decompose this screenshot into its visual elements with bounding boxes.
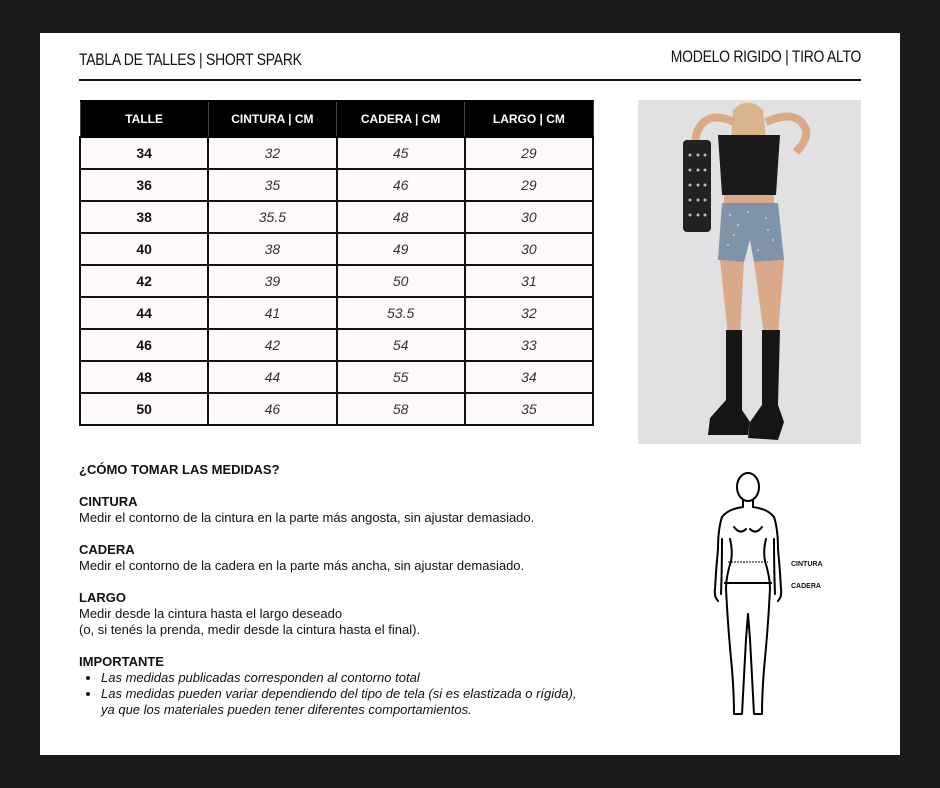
table-row [80,169,593,201]
talle-cell: 38 [80,201,208,233]
cintura-cell: 35 [208,169,336,201]
note-item: • Las medidas publicadas corresponden al contorno total [101,670,599,686]
talle-cell: 50 [80,393,208,425]
cintura-cell: 35.5 [208,201,336,233]
talle-cell: 42 [80,265,208,297]
body-outline-icon [698,469,858,719]
col-header-cintura: CINTURA | CM [208,101,336,137]
talle-cell: 48 [80,361,208,393]
cadera-cell: 45 [337,137,465,169]
talle-cell: 36 [80,169,208,201]
cintura-cell: 44 [208,361,336,393]
col-header-largo: LARGO | CM [465,101,593,137]
header-divider [79,79,861,81]
talle-cell: 40 [80,233,208,265]
largo-text-2: (o, si tenés la prenda, medir desde la cintura hasta el final). [79,622,421,637]
cintura-cell: 39 [208,265,336,297]
cintura-text: Medir el contorno de la cintura en la parte más angosta, sin ajustar demasiado. [79,510,535,525]
cadera-cell: 55 [337,361,465,393]
chart-title: TABLA DE TALLES | SHORT SPARK [79,50,302,69]
table-row [80,361,593,393]
product-photo [638,100,861,444]
largo-cell: 29 [465,137,593,169]
talle-cell: 44 [80,297,208,329]
cintura-cell: 46 [208,393,336,425]
importante-notes [79,670,599,718]
largo-cell: 34 [465,361,593,393]
measurement-instructions [79,462,599,718]
largo-cell: 29 [465,169,593,201]
largo-cell: 31 [465,265,593,297]
cadera-cell: 50 [337,265,465,297]
table-row [80,233,593,265]
table-header-row [80,101,593,137]
note-line: ya que los materiales pueden tener diferentes comportamientos. [101,702,472,717]
cadera-text: Medir el contorno de la cadera en la parte más ancha, sin ajustar demasiado. [79,558,525,573]
model-subtitle: MODELO RIGIDO | TIRO ALTO [670,47,861,66]
cadera-cell: 46 [337,169,465,201]
cintura-cell: 38 [208,233,336,265]
largo-cell: 30 [465,233,593,265]
table-row [80,297,593,329]
table-row [80,393,593,425]
largo-cell: 32 [465,297,593,329]
cadera-cell: 54 [337,329,465,361]
largo-text-1: Medir desde la cintura hasta el largo deseado [79,606,343,621]
talle-cell: 46 [80,329,208,361]
cadera-cell: 48 [337,201,465,233]
cadera-title: CADERA [79,542,135,557]
body-measurement-figure [698,469,858,719]
cintura-cell: 32 [208,137,336,169]
largo-cell: 33 [465,329,593,361]
size-table [79,100,594,426]
cintura-title: CINTURA [79,494,138,509]
talle-cell: 34 [80,137,208,169]
cintura-cell: 41 [208,297,336,329]
table-row [80,329,593,361]
cadera-cell: 53.5 [337,297,465,329]
largo-cell: 30 [465,201,593,233]
table-row [80,137,593,169]
cintura-cell: 42 [208,329,336,361]
note-item [101,686,599,718]
cadera-label: CADERA [791,583,821,590]
note-line: Las medidas pueden variar dependiendo del tipo de tela (si es elastizada o rígida), [101,686,577,701]
size-chart-sheet [40,33,900,755]
cintura-label: CINTURA [791,561,823,568]
cadera-cell: 49 [337,233,465,265]
table-row [80,201,593,233]
importante-title: IMPORTANTE [79,654,164,669]
table-row [80,265,593,297]
cadera-cell: 58 [337,393,465,425]
largo-cell: 35 [465,393,593,425]
instructions-title: ¿CÓMO TOMAR LAS MEDIDAS? [79,462,280,477]
col-header-talle: TALLE [80,101,208,137]
largo-title: LARGO [79,590,126,605]
col-header-cadera: CADERA | CM [337,101,465,137]
